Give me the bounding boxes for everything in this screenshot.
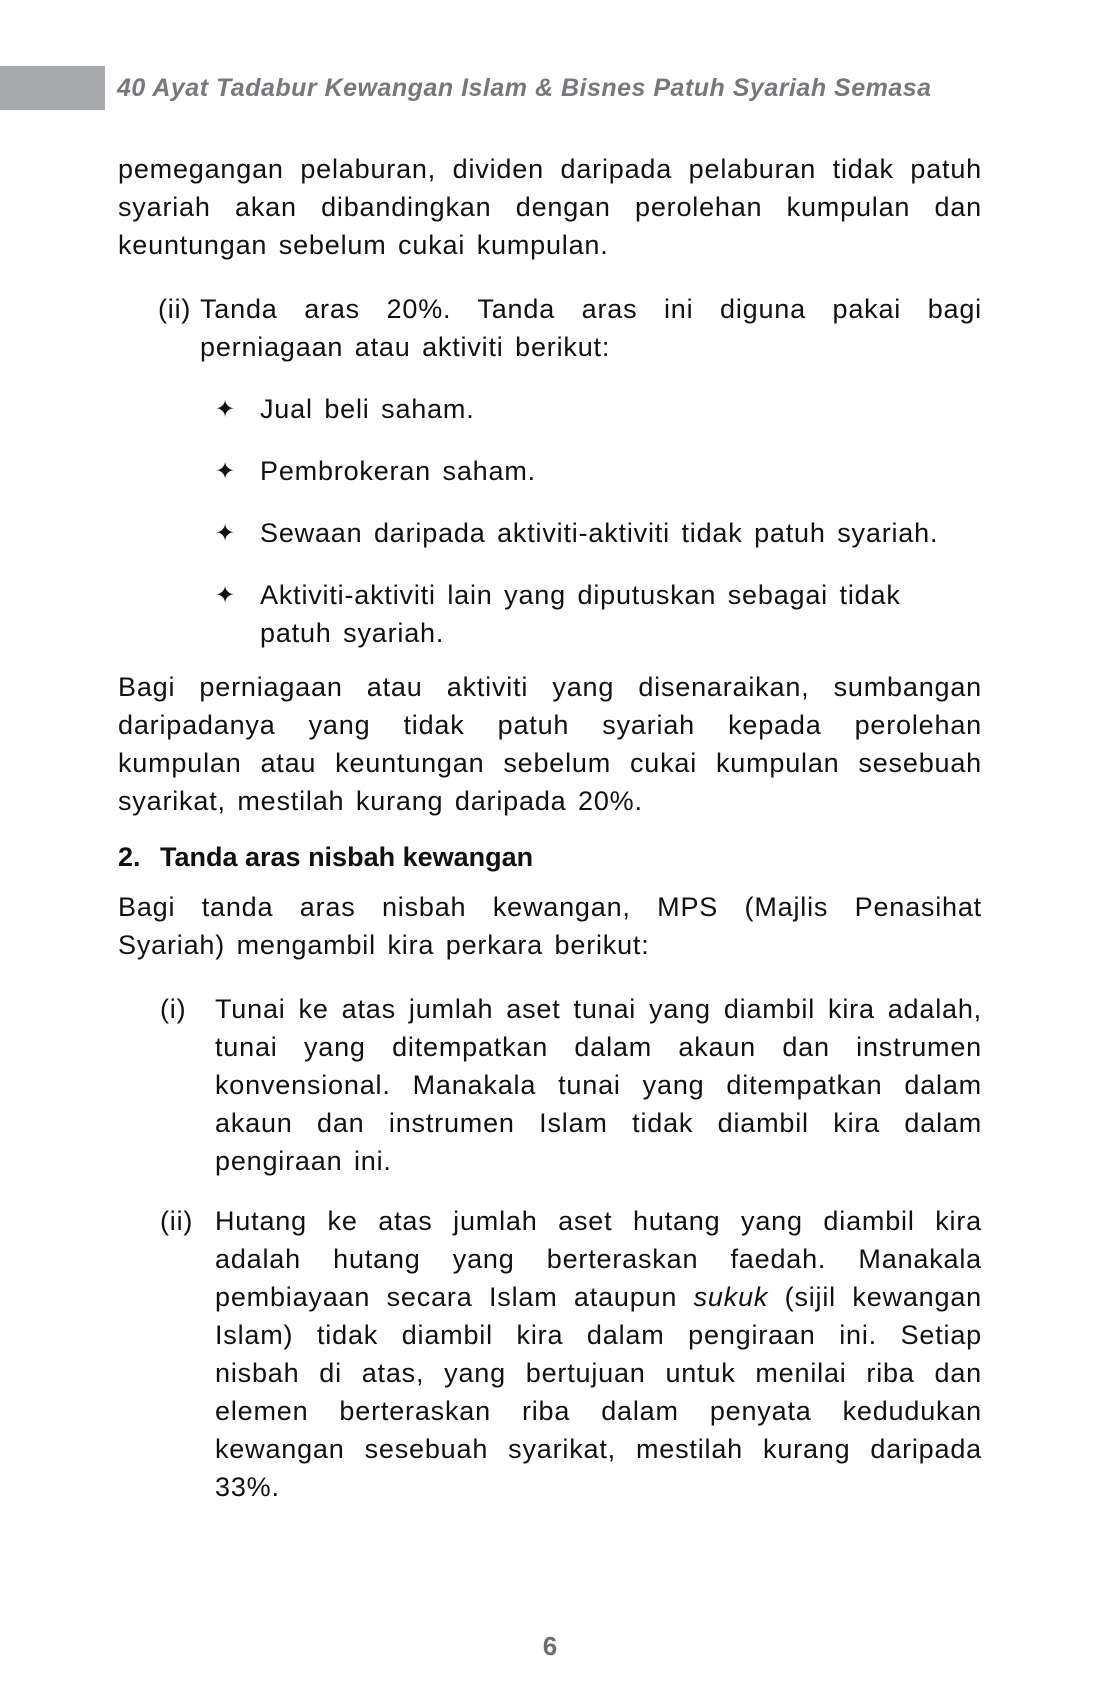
bullet-item [118, 514, 982, 552]
bullet-text: Sewaan daripada aktiviti-aktiviti tidak patuh syariah. [260, 518, 939, 548]
numbered-item-i-cash-ratio [118, 990, 982, 1180]
bullet-text: Pembrokeran saham. [260, 456, 536, 486]
bullet-item [118, 576, 982, 652]
four-pointed-star-icon: ✦ [215, 582, 236, 609]
paragraph-benchmark-summary: Bagi perniagaan atau aktiviti yang disenaraikan, sumbangan daripadanya yang tidak patuh syariah kepada perolehan kumpulan atau keuntungan sebelum cukai kumpulan sesebuah syarikat, mestilah kurang daripada 20%. [118, 672, 982, 816]
header-gray-bar [0, 66, 105, 110]
four-pointed-star-icon: ✦ [215, 396, 236, 423]
numbered-item-ii-benchmark [118, 290, 982, 366]
paragraph-mps-intro: Bagi tanda aras nisbah kewangan, MPS (Majlis Penasihat Syariah) mengambil kira perkara berikut: [118, 892, 982, 960]
bullet-item [118, 452, 982, 490]
heading-text: Tanda aras nisbah kewangan [160, 842, 534, 872]
bullet-item [118, 390, 982, 428]
list-text-segment: (sijil kewangan Islam) tidak diambil kira dalam pengiraan ini. Setiap nisbah di atas, yang bertujuan untuk menilai riba dan elemen berteraskan riba dalam penyata kedudukan kewangan sesebuah syarikat, mestilah kurang daripada 33%. [215, 1282, 982, 1502]
list-text [215, 1202, 982, 1506]
italic-term-sukuk: sukuk [693, 1282, 769, 1312]
four-pointed-star-icon: ✦ [215, 458, 236, 485]
numbered-item-ii-debt-ratio [118, 1202, 982, 1506]
page-header [0, 66, 1100, 110]
section-heading [118, 838, 982, 876]
list-marker: (i) [160, 994, 187, 1024]
list-marker: (ii) [160, 1206, 194, 1236]
bullet-text: Jual beli saham. [260, 394, 475, 424]
heading-number: 2. [118, 842, 141, 872]
list-marker: (ii) [158, 294, 192, 324]
list-text: Tunai ke atas jumlah aset tunai yang diambil kira adalah, tunai yang ditempatkan dalam akaun dan instrumen konvensional. Manakala tunai yang ditempatkan dalam akaun dan instrumen Islam tidak diambil kira dalam pengiraan ini. [215, 994, 982, 1176]
page-number: 6 [542, 1631, 558, 1661]
four-pointed-star-icon: ✦ [215, 520, 236, 547]
bullet-list [118, 390, 982, 652]
page-footer [0, 1631, 1100, 1662]
running-header-title: 40 Ayat Tadabur Kewangan Islam & Bisnes Patuh Syariah Semasa [117, 73, 932, 102]
bullet-text: Aktiviti-aktiviti lain yang diputuskan sebagai tidak patuh syariah. [260, 580, 901, 648]
list-text: Tanda aras 20%. Tanda aras ini diguna pakai bagi perniagaan atau aktiviti berikut: [200, 294, 982, 362]
paragraph-continuation: pemegangan pelaburan, dividen daripada pelaburan tidak patuh syariah akan dibandingkan dengan perolehan kumpulan dan keuntungan sebelum cukai kumpulan. [118, 154, 982, 260]
page-content [0, 150, 1100, 1506]
list-text-segment: Hutang ke atas jumlah aset hutang yang diambil kira adalah hutang yang berteraskan faedah. Manakala pembiayaan secara Islam ataupun [215, 1206, 982, 1312]
